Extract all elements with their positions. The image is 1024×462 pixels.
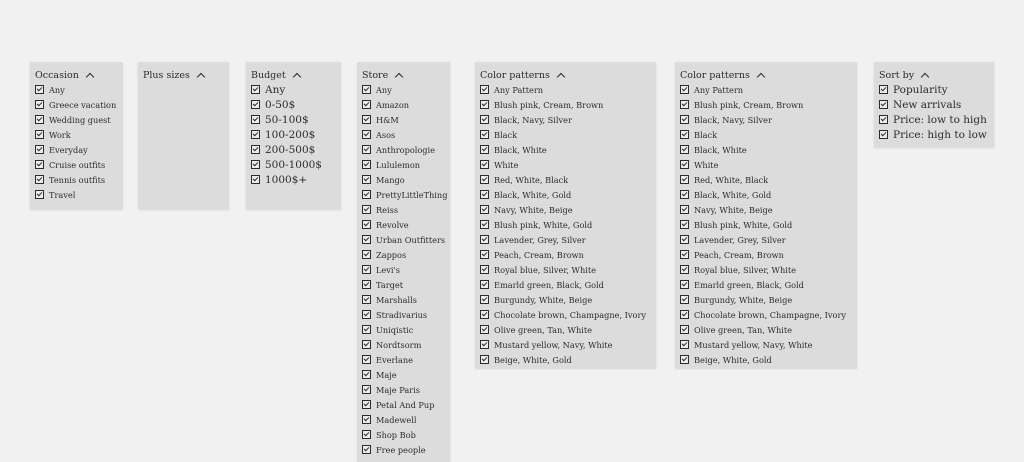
filter-option-label: Any Pattern bbox=[694, 84, 744, 95]
checked-checkbox-icon[interactable] bbox=[480, 280, 489, 289]
filter-option-label: Shop Bob bbox=[376, 429, 416, 440]
checked-checkbox-icon[interactable] bbox=[362, 340, 371, 349]
filter-option-label: Red, White, Black bbox=[494, 174, 569, 185]
checked-checkbox-icon[interactable] bbox=[680, 85, 689, 94]
filter-option[interactable] bbox=[680, 127, 852, 142]
filter-option-label: Peach, Cream, Brown bbox=[494, 249, 584, 260]
checked-checkbox-icon[interactable] bbox=[35, 130, 44, 139]
occasion-filter-panel bbox=[30, 62, 123, 209]
filter-option[interactable] bbox=[879, 127, 989, 142]
checked-checkbox-icon[interactable] bbox=[35, 190, 44, 199]
filter-option-label: Price: high to low bbox=[893, 128, 987, 141]
filter-option-label: Mustard yellow, Navy, White bbox=[494, 339, 613, 350]
filter-option-label: White bbox=[494, 159, 519, 170]
filter-option[interactable] bbox=[35, 142, 118, 157]
filter-option-label: Any bbox=[376, 84, 392, 95]
checked-checkbox-icon[interactable] bbox=[251, 85, 260, 94]
chevron-up-icon bbox=[395, 72, 403, 80]
filter-option[interactable] bbox=[680, 187, 852, 202]
checked-checkbox-icon[interactable] bbox=[480, 265, 489, 274]
filter-option-label: Black, White, Gold bbox=[694, 189, 772, 200]
filter-option-label: Uniqistic bbox=[376, 324, 414, 335]
checked-checkbox-icon[interactable] bbox=[480, 100, 489, 109]
filter-option-label: White bbox=[694, 159, 719, 170]
checked-checkbox-icon[interactable] bbox=[680, 190, 689, 199]
filter-option-label: Maje Paris bbox=[376, 384, 421, 395]
filter-option[interactable] bbox=[879, 82, 989, 97]
filter-option-label: Popularity bbox=[893, 83, 948, 96]
filter-option-label: Black, Navy, Silver bbox=[694, 114, 772, 125]
filter-option-label: New arrivals bbox=[893, 98, 962, 111]
filter-option[interactable] bbox=[35, 127, 118, 142]
checked-checkbox-icon[interactable] bbox=[362, 175, 371, 184]
filter-option-label: Travel bbox=[49, 189, 76, 200]
filter-option-label: Peach, Cream, Brown bbox=[694, 249, 784, 260]
filter-option-label: Royal blue, Silver, White bbox=[694, 264, 796, 275]
filter-option-label: Black, White bbox=[694, 144, 747, 155]
checked-checkbox-icon[interactable] bbox=[680, 220, 689, 229]
checked-checkbox-icon[interactable] bbox=[362, 355, 371, 364]
checked-checkbox-icon[interactable] bbox=[680, 175, 689, 184]
checked-checkbox-icon[interactable] bbox=[35, 100, 44, 109]
store-filter-panel bbox=[357, 62, 450, 462]
filter-option[interactable] bbox=[480, 172, 651, 187]
sort-by-options bbox=[879, 82, 989, 142]
filter-option-label: 200-500$ bbox=[265, 143, 316, 156]
filter-option[interactable] bbox=[680, 82, 852, 97]
filter-option[interactable] bbox=[680, 142, 852, 157]
color-patterns-filter-panel bbox=[475, 62, 656, 368]
filter-option-label: 50-100$ bbox=[265, 113, 309, 126]
checked-checkbox-icon[interactable] bbox=[362, 325, 371, 334]
filter-option-label: Beige, White, Gold bbox=[494, 354, 572, 365]
filter-option[interactable] bbox=[680, 232, 852, 247]
filter-option[interactable] bbox=[362, 382, 445, 397]
filter-option-label: 500-1000$ bbox=[265, 158, 322, 171]
checked-checkbox-icon[interactable] bbox=[480, 85, 489, 94]
filter-option-label: Zappos bbox=[376, 249, 407, 260]
color-patterns-filter-title: Color patterns bbox=[480, 69, 550, 81]
checked-checkbox-icon[interactable] bbox=[35, 145, 44, 154]
checked-checkbox-icon[interactable] bbox=[680, 310, 689, 319]
checked-checkbox-icon[interactable] bbox=[879, 100, 888, 109]
filter-option-label: Black, White, Gold bbox=[494, 189, 572, 200]
filter-option-label: 1000$+ bbox=[265, 173, 308, 186]
budget-options bbox=[251, 82, 336, 187]
checked-checkbox-icon[interactable] bbox=[362, 115, 371, 124]
filter-option[interactable] bbox=[35, 112, 118, 127]
filter-option[interactable] bbox=[480, 292, 651, 307]
color-patterns-options bbox=[480, 82, 651, 367]
filter-option[interactable] bbox=[480, 307, 651, 322]
filter-option-label: Mango bbox=[376, 174, 405, 185]
checked-checkbox-icon[interactable] bbox=[362, 370, 371, 379]
filter-option-label: Marshalls bbox=[376, 294, 417, 305]
checked-checkbox-icon[interactable] bbox=[680, 235, 689, 244]
filter-option-label: Cruise outfits bbox=[49, 159, 106, 170]
filter-option-label: Any Pattern bbox=[494, 84, 544, 95]
sort-by-panel bbox=[874, 62, 994, 147]
filter-option[interactable] bbox=[362, 157, 445, 172]
filter-option[interactable] bbox=[362, 127, 445, 142]
filter-option-label: Chocolate brown, Champagne, Ivory bbox=[494, 309, 646, 320]
filter-option-label: Work bbox=[49, 129, 71, 140]
checked-checkbox-icon[interactable] bbox=[680, 325, 689, 334]
plus-sizes-filter-header[interactable] bbox=[143, 68, 224, 82]
color-patterns-filter-header-2[interactable] bbox=[680, 68, 852, 82]
filter-option[interactable] bbox=[362, 82, 445, 97]
filter-option-label: Blush pink, Cream, Brown bbox=[694, 99, 804, 110]
checked-checkbox-icon[interactable] bbox=[362, 430, 371, 439]
filter-option[interactable] bbox=[362, 187, 448, 202]
filter-option-label: Madewell bbox=[376, 414, 417, 425]
checked-checkbox-icon[interactable] bbox=[480, 220, 489, 229]
filter-option-label: Price: low to high bbox=[893, 113, 987, 126]
filter-option[interactable] bbox=[362, 352, 445, 367]
filter-option-label: Revolve bbox=[376, 219, 409, 230]
checked-checkbox-icon[interactable] bbox=[480, 235, 489, 244]
checked-checkbox-icon[interactable] bbox=[362, 400, 371, 409]
checked-checkbox-icon[interactable] bbox=[362, 295, 371, 304]
filter-option[interactable] bbox=[680, 157, 852, 172]
checked-checkbox-icon[interactable] bbox=[251, 160, 260, 169]
filter-option[interactable] bbox=[680, 307, 852, 322]
filter-option-label: Blush pink, White, Gold bbox=[494, 219, 593, 230]
occasion-filter-header[interactable] bbox=[35, 68, 118, 82]
checked-checkbox-icon[interactable] bbox=[35, 85, 44, 94]
filter-option-label: Everlane bbox=[376, 354, 413, 365]
filter-option[interactable] bbox=[879, 112, 989, 127]
checked-checkbox-icon[interactable] bbox=[362, 85, 371, 94]
store-options bbox=[362, 82, 448, 457]
filter-option[interactable] bbox=[362, 232, 445, 247]
checked-checkbox-icon[interactable] bbox=[251, 130, 260, 139]
filter-option[interactable] bbox=[362, 412, 445, 427]
filter-option-label: Navy, White, Beige bbox=[694, 204, 773, 215]
checked-checkbox-icon[interactable] bbox=[251, 145, 260, 154]
filter-option[interactable] bbox=[680, 172, 852, 187]
filter-option[interactable] bbox=[480, 352, 651, 367]
checked-checkbox-icon[interactable] bbox=[362, 130, 371, 139]
filter-option-label: Royal blue, Silver, White bbox=[494, 264, 596, 275]
chevron-up-icon bbox=[197, 72, 205, 80]
filter-option-label: Tennis outfits bbox=[49, 174, 106, 185]
budget-filter-panel bbox=[246, 62, 341, 209]
filter-option-label: Any bbox=[265, 83, 286, 96]
checked-checkbox-icon[interactable] bbox=[480, 340, 489, 349]
checked-checkbox-icon[interactable] bbox=[35, 115, 44, 124]
filter-option-label: PrettyLittleThing bbox=[376, 189, 448, 200]
checked-checkbox-icon[interactable] bbox=[480, 130, 489, 139]
checked-checkbox-icon[interactable] bbox=[680, 295, 689, 304]
filter-option[interactable] bbox=[251, 97, 336, 112]
budget-filter-title: Budget bbox=[251, 69, 286, 81]
sort-by-header[interactable] bbox=[879, 68, 989, 82]
checked-checkbox-icon[interactable] bbox=[362, 100, 371, 109]
filter-option[interactable] bbox=[362, 97, 445, 112]
filter-option[interactable] bbox=[362, 142, 445, 157]
filter-option-label: Greece vacation bbox=[49, 99, 117, 110]
checked-checkbox-icon[interactable] bbox=[362, 235, 371, 244]
filter-option[interactable] bbox=[480, 202, 651, 217]
chevron-up-icon bbox=[757, 72, 765, 80]
filter-option-label: Beige, White, Gold bbox=[694, 354, 772, 365]
checked-checkbox-icon[interactable] bbox=[362, 385, 371, 394]
filter-option[interactable] bbox=[362, 367, 445, 382]
chevron-up-icon bbox=[86, 72, 94, 80]
checked-checkbox-icon[interactable] bbox=[362, 220, 371, 229]
checked-checkbox-icon[interactable] bbox=[362, 145, 371, 154]
checked-checkbox-icon[interactable] bbox=[480, 310, 489, 319]
filter-option-label: Chocolate brown, Champagne, Ivory bbox=[694, 309, 846, 320]
filter-option[interactable] bbox=[480, 82, 651, 97]
filter-option[interactable] bbox=[362, 397, 445, 412]
filter-option[interactable] bbox=[251, 112, 336, 127]
filter-option[interactable] bbox=[362, 322, 445, 337]
checked-checkbox-icon[interactable] bbox=[480, 325, 489, 334]
filter-option-label: Navy, White, Beige bbox=[494, 204, 573, 215]
filter-option-label: Amazon bbox=[376, 99, 410, 110]
filter-option[interactable] bbox=[362, 172, 445, 187]
filter-option-label: Black, Navy, Silver bbox=[494, 114, 572, 125]
checked-checkbox-icon[interactable] bbox=[480, 250, 489, 259]
filter-option-label: Maje bbox=[376, 369, 397, 380]
filter-option-label: Red, White, Black bbox=[694, 174, 769, 185]
filter-option-label: Reiss bbox=[376, 204, 399, 215]
checked-checkbox-icon[interactable] bbox=[362, 160, 371, 169]
checked-checkbox-icon[interactable] bbox=[879, 115, 888, 124]
checked-checkbox-icon[interactable] bbox=[362, 265, 371, 274]
filter-option-label: Nordtsorm bbox=[376, 339, 422, 350]
filter-option[interactable] bbox=[680, 277, 852, 292]
checked-checkbox-icon[interactable] bbox=[680, 265, 689, 274]
color-patterns-filter-panel-2 bbox=[675, 62, 857, 368]
checked-checkbox-icon[interactable] bbox=[680, 145, 689, 154]
filter-option-label: Target bbox=[376, 279, 403, 290]
checked-checkbox-icon[interactable] bbox=[480, 145, 489, 154]
occasion-filter-title: Occasion bbox=[35, 69, 79, 81]
filter-option[interactable] bbox=[680, 247, 852, 262]
filter-option-label: Everyday bbox=[49, 144, 88, 155]
filter-option[interactable] bbox=[480, 277, 651, 292]
filter-option-label: Levi's bbox=[376, 264, 400, 275]
filter-option-label: Black, White bbox=[494, 144, 547, 155]
filter-option[interactable] bbox=[362, 202, 445, 217]
checked-checkbox-icon[interactable] bbox=[879, 85, 888, 94]
filter-option[interactable] bbox=[251, 127, 336, 142]
filter-option-label: Emarld green, Black, Gold bbox=[694, 279, 804, 290]
occasion-options bbox=[35, 82, 118, 202]
filter-option[interactable] bbox=[480, 157, 651, 172]
checked-checkbox-icon[interactable] bbox=[680, 115, 689, 124]
filter-option[interactable] bbox=[680, 262, 852, 277]
checked-checkbox-icon[interactable] bbox=[480, 160, 489, 169]
filter-option[interactable] bbox=[480, 232, 651, 247]
color-patterns-options-2 bbox=[680, 82, 852, 367]
filter-option[interactable] bbox=[480, 247, 651, 262]
checked-checkbox-icon[interactable] bbox=[480, 175, 489, 184]
filter-option[interactable] bbox=[680, 97, 852, 112]
filter-option[interactable] bbox=[480, 322, 651, 337]
store-filter-title: Store bbox=[362, 69, 389, 81]
checked-checkbox-icon[interactable] bbox=[362, 445, 371, 454]
filter-option[interactable] bbox=[680, 292, 852, 307]
filter-option-label: Petal And Pup bbox=[376, 399, 435, 410]
checked-checkbox-icon[interactable] bbox=[362, 250, 371, 259]
budget-filter-header[interactable] bbox=[251, 68, 336, 82]
filter-option[interactable] bbox=[480, 142, 651, 157]
checked-checkbox-icon[interactable] bbox=[680, 130, 689, 139]
filter-option[interactable] bbox=[362, 442, 445, 457]
filter-option[interactable] bbox=[480, 97, 651, 112]
filter-option-label: Mustard yellow, Navy, White bbox=[694, 339, 813, 350]
checked-checkbox-icon[interactable] bbox=[362, 205, 371, 214]
filter-option-label: H&M bbox=[376, 114, 399, 125]
filter-option-label: Lululemon bbox=[376, 159, 421, 170]
filter-option[interactable] bbox=[480, 112, 651, 127]
checked-checkbox-icon[interactable] bbox=[480, 355, 489, 364]
filter-option[interactable] bbox=[35, 157, 118, 172]
checked-checkbox-icon[interactable] bbox=[879, 130, 888, 139]
filter-option[interactable] bbox=[362, 217, 445, 232]
filter-option-label: Asos bbox=[376, 129, 396, 140]
filter-option-label: Burgundy, White, Beige bbox=[494, 294, 593, 305]
filter-option[interactable] bbox=[680, 322, 852, 337]
checked-checkbox-icon[interactable] bbox=[362, 310, 371, 319]
filter-option-label: Burgundy, White, Beige bbox=[694, 294, 793, 305]
filter-option-label: Urban Outfitters bbox=[376, 234, 446, 245]
filter-option[interactable] bbox=[35, 97, 118, 112]
filter-option-label: 0-50$ bbox=[265, 98, 296, 111]
filter-option-label: Blush pink, White, Gold bbox=[694, 219, 793, 230]
checked-checkbox-icon[interactable] bbox=[680, 205, 689, 214]
filter-option[interactable] bbox=[251, 82, 336, 97]
filter-option[interactable] bbox=[251, 172, 336, 187]
filter-option-label: Black bbox=[494, 129, 518, 140]
chevron-up-icon bbox=[921, 72, 929, 80]
filter-option[interactable] bbox=[362, 247, 445, 262]
filter-option[interactable] bbox=[362, 112, 445, 127]
checked-checkbox-icon[interactable] bbox=[480, 190, 489, 199]
filter-option-label: Stradivarius bbox=[376, 309, 428, 320]
checked-checkbox-icon[interactable] bbox=[680, 100, 689, 109]
filter-option-label: Black bbox=[694, 129, 718, 140]
chevron-up-icon bbox=[292, 72, 300, 80]
plus-sizes-filter-title: Plus sizes bbox=[143, 69, 190, 81]
color-patterns-filter-header[interactable] bbox=[480, 68, 651, 82]
checked-checkbox-icon[interactable] bbox=[480, 205, 489, 214]
filter-option[interactable] bbox=[680, 112, 852, 127]
filter-option[interactable] bbox=[251, 157, 336, 172]
filter-option[interactable] bbox=[251, 142, 336, 157]
filter-option[interactable] bbox=[362, 277, 445, 292]
checked-checkbox-icon[interactable] bbox=[362, 190, 371, 199]
plus-sizes-filter-panel bbox=[138, 62, 229, 209]
filter-option[interactable] bbox=[362, 262, 445, 277]
filter-option[interactable] bbox=[362, 337, 445, 352]
color-patterns-filter-title-2: Color patterns bbox=[680, 69, 750, 81]
checked-checkbox-icon[interactable] bbox=[251, 175, 260, 184]
checked-checkbox-icon[interactable] bbox=[251, 115, 260, 124]
filter-option-label: 100-200$ bbox=[265, 128, 316, 141]
sort-by-title: Sort by bbox=[879, 69, 915, 81]
filter-option[interactable] bbox=[680, 337, 852, 352]
filter-option-label: Wedding guest bbox=[49, 114, 111, 125]
filter-option-label: Lavender, Grey, Silver bbox=[694, 234, 786, 245]
filter-option[interactable] bbox=[879, 97, 989, 112]
filter-option-label: Anthropologie bbox=[376, 144, 436, 155]
filter-option[interactable] bbox=[35, 187, 118, 202]
filter-option[interactable] bbox=[480, 337, 651, 352]
filter-option-label: Olive green, Tan, White bbox=[494, 324, 592, 335]
checked-checkbox-icon[interactable] bbox=[480, 115, 489, 124]
filter-option-label: Free people bbox=[376, 444, 426, 455]
filter-option[interactable] bbox=[480, 187, 651, 202]
filter-option[interactable] bbox=[680, 202, 852, 217]
filter-option-label: Any bbox=[49, 84, 65, 95]
filter-option[interactable] bbox=[362, 292, 445, 307]
filter-option[interactable] bbox=[35, 172, 118, 187]
filter-option[interactable] bbox=[680, 217, 852, 232]
checked-checkbox-icon[interactable] bbox=[680, 160, 689, 169]
filter-option[interactable] bbox=[480, 217, 651, 232]
filter-option[interactable] bbox=[362, 307, 445, 322]
filter-option-label: Blush pink, Cream, Brown bbox=[494, 99, 604, 110]
filter-option-label: Emarld green, Black, Gold bbox=[494, 279, 604, 290]
filter-option-label: Olive green, Tan, White bbox=[694, 324, 792, 335]
checked-checkbox-icon[interactable] bbox=[362, 280, 371, 289]
chevron-up-icon bbox=[557, 72, 565, 80]
checked-checkbox-icon[interactable] bbox=[680, 340, 689, 349]
store-filter-header[interactable] bbox=[362, 68, 445, 82]
checked-checkbox-icon[interactable] bbox=[35, 160, 44, 169]
checked-checkbox-icon[interactable] bbox=[680, 355, 689, 364]
filter-option-label: Lavender, Grey, Silver bbox=[494, 234, 586, 245]
checked-checkbox-icon[interactable] bbox=[251, 100, 260, 109]
filter-option[interactable] bbox=[480, 127, 651, 142]
filter-option[interactable] bbox=[680, 352, 852, 367]
checked-checkbox-icon[interactable] bbox=[362, 415, 371, 424]
checked-checkbox-icon[interactable] bbox=[680, 280, 689, 289]
checked-checkbox-icon[interactable] bbox=[480, 295, 489, 304]
filter-option[interactable] bbox=[480, 262, 651, 277]
filter-option[interactable] bbox=[362, 427, 445, 442]
checked-checkbox-icon[interactable] bbox=[35, 175, 44, 184]
checked-checkbox-icon[interactable] bbox=[680, 250, 689, 259]
filter-option[interactable] bbox=[35, 82, 118, 97]
